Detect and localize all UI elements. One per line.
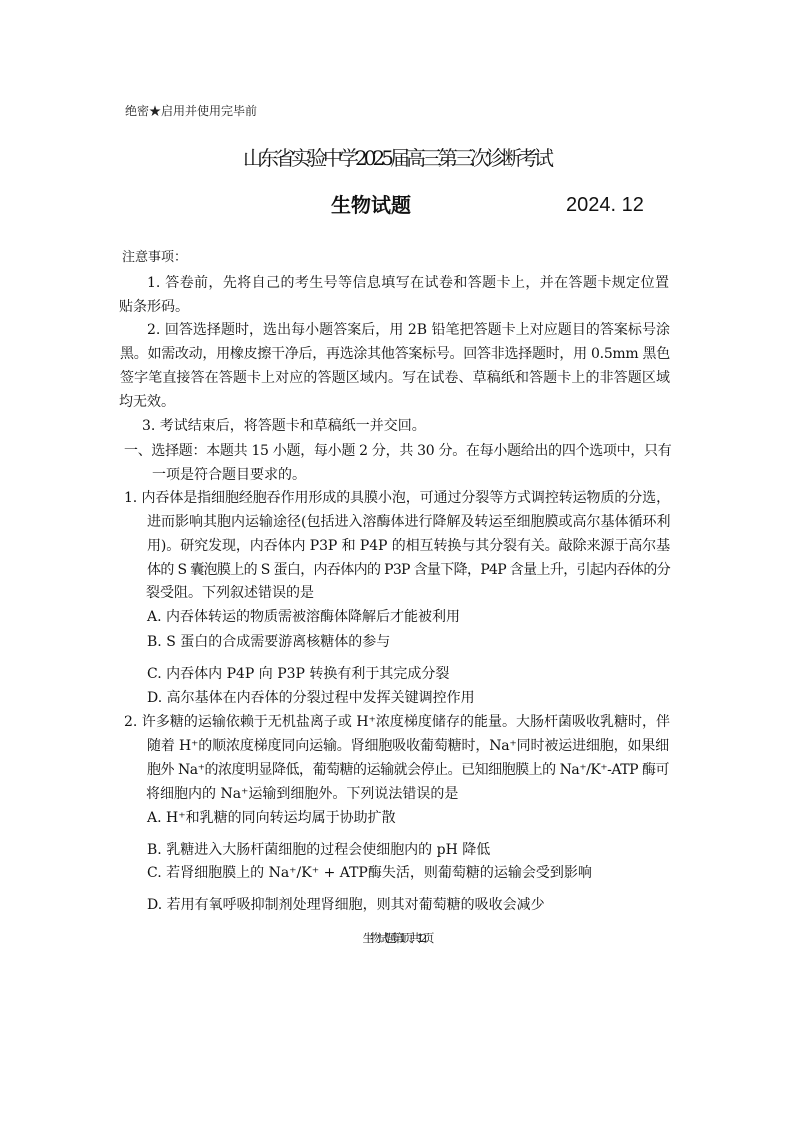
section-heading: 一、选择题：本题共 15 小题，每小题 2 分，共 30 分。在每小题给出的四个选项中，只有 — [124, 443, 672, 459]
q1-option-d: D. 高尔基体在内吞体的分裂过程中发挥关键调控作用 — [147, 690, 475, 706]
q2-stem: 2. 许多糖的运输依赖于无机盐离子或 H⁺浓度梯度储存的能量。大肠杆菌吸收乳糖时，伴 — [124, 714, 670, 730]
section-heading-cont: 一项是符合题目要求的。 — [152, 467, 306, 483]
notice-line: 贴条形码。 — [119, 299, 189, 315]
notice-line: 1. 答卷前，先将自己的考生号等信息填写在试卷和答题卡上，并在答题卡规定位置 — [147, 275, 669, 291]
q2-option-b: B. 乳糖进入大肠杆菌细胞的过程会使细胞内的 pH 降低 — [147, 842, 491, 858]
exam-title: 山东省实验中学2025届高三第三次诊断考试 — [243, 146, 550, 170]
q2-option-a: A. H⁺和乳糖的同向转运均属于协助扩散 — [147, 810, 396, 826]
q1-option-a: A. 内吞体转运的物质需被溶酶体降解后才能被利用 — [147, 609, 461, 625]
notice-line: 2. 回答选择题时，选出每小题答案后，用 2B 铅笔把答题卡上对应题目的答案标号涂 — [147, 322, 670, 338]
q2-option-d: D. 若用有氧呼吸抑制剂处理肾细胞，则其对葡萄糖的吸收会减少 — [147, 897, 545, 913]
q1-stem: 用)。研究发现，内吞体内 P3P 和 P4P 的相互转换与其分裂有关。敲除来源于高尔基 — [147, 538, 670, 554]
q1-stem: 体的 S 囊泡膜上的 S 蛋白，内吞体内的 P3P 含量下降，P4P 含量上升，引起内吞体的分 — [147, 562, 670, 578]
page-footer: 生物试题 第 1 页 共 12 页 — [362, 931, 431, 945]
notice-line: 3. 考试结束后，将答题卡和草稿纸一并交回。 — [142, 418, 426, 434]
confidential-label: 绝密★启用并使用完毕前 — [125, 104, 258, 118]
q2-stem: 随着 H⁺的顺浓度梯度同向运输。肾细胞吸收葡萄糖时，Na⁺同时被运进细胞，如果细 — [147, 738, 669, 754]
q1-stem: 1. 内吞体是指细胞经胞吞作用形成的具膜小泡，可通过分裂等方式调控转运物质的分选， — [124, 490, 670, 506]
q1-option-b: B. S 蛋白的合成需要游离核糖体的参与 — [147, 634, 391, 650]
q1-stem: 裂受阻。下列叙述错误的是 — [146, 585, 314, 601]
notice-line: 均无效。 — [119, 394, 175, 410]
notice-line: 黑。如需改动，用橡皮擦干净后，再选涂其他答案标号。回答非选择题时，用 0.5mm 黑色 — [120, 346, 670, 362]
notice-line: 签字笔直接答在答题卡上对应的答题区域内。写在试卷、草稿纸和答题卡上的非答题区域 — [120, 370, 670, 386]
q1-stem: 进而影响其胞内运输途径(包括进入溶酶体进行降解及转运至细胞膜或高尔基体循环利 — [147, 514, 671, 530]
q2-option-c: C. 若肾细胞膜上的 Na⁺/K⁺ + ATP酶失活，则葡萄糖的运输会受到影响 — [147, 865, 592, 881]
notice-heading: 注意事项： — [122, 250, 188, 265]
subject-title: 生物试题 — [331, 193, 411, 217]
q2-stem: 胞外 Na⁺的浓度明显降低，葡萄糖的运输就会停止。已知细胞膜上的 Na⁺/K⁺-ATP 酶可 — [147, 762, 669, 778]
q2-stem: 将细胞内的 Na⁺运输到细胞外。下列说法错误的是 — [146, 786, 459, 802]
exam-date: 2024. 12 — [566, 194, 644, 216]
q1-option-c: C. 内吞体内 P4P 向 P3P 转换有利于其完成分裂 — [147, 666, 450, 682]
